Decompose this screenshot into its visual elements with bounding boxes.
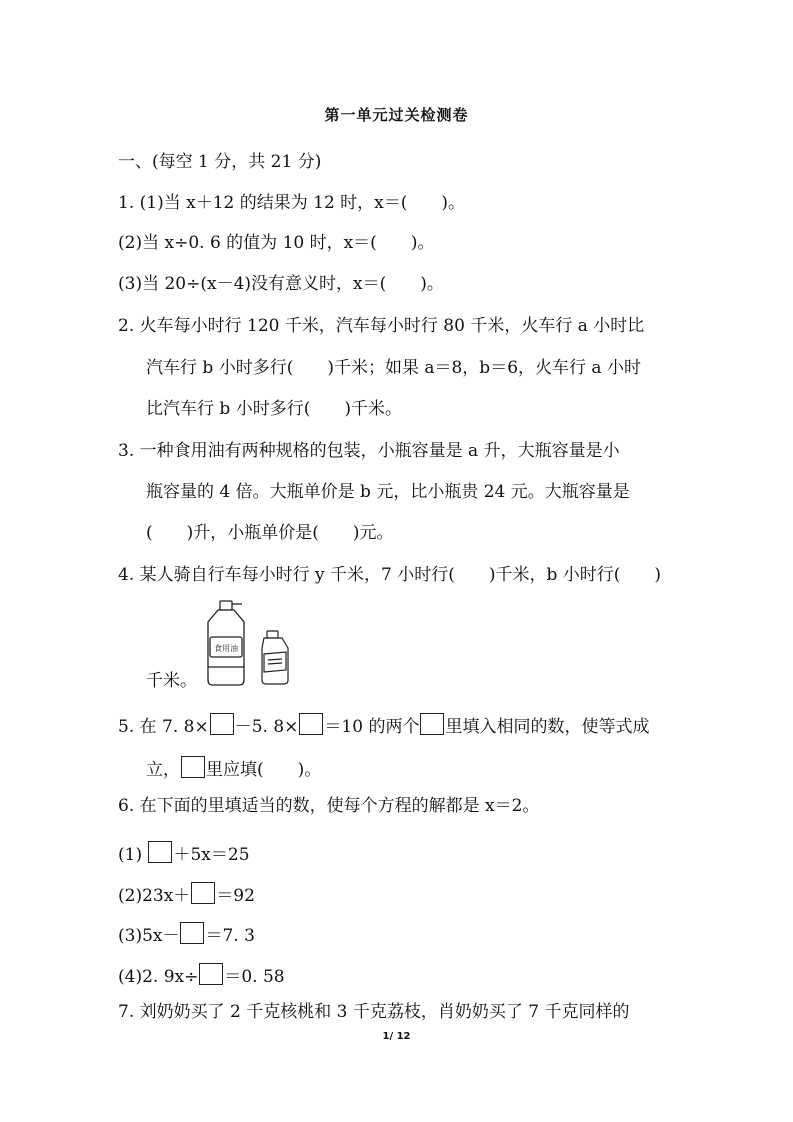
small-bottle-icon (262, 631, 288, 684)
q1-part1: 1. (1)当 x＋12 的结果为 12 时，x＝( )。 (118, 193, 466, 213)
q2-line1: 2. 火车每小时行 120 千米，汽车每小时行 80 千米，火车行 a 小时比 (118, 316, 645, 336)
q1-part2: (2)当 x÷0. 6 的值为 10 时，x＝( )。 (118, 233, 435, 253)
q5-text-e: 立， (146, 760, 180, 780)
q6-p4-suffix: ＝0. 58 (224, 967, 285, 987)
q6-p3-prefix: (3)5x－ (118, 926, 180, 946)
blank-box[interactable] (148, 841, 172, 863)
q2-line3: 比汽车行 b 小时多行( )千米。 (146, 399, 402, 419)
q3-line1: 3. 一种食用油有两种规格的包装，小瓶容量是 a 升，大瓶容量是小 (118, 441, 620, 461)
q6-p1-prefix: (1) (118, 845, 148, 865)
q6-p4-prefix: (4)2. 9x÷ (118, 967, 199, 987)
q6-line1: 6. 在下面的里填适当的数，使每个方程的解都是 x＝2。 (118, 796, 540, 816)
q2-line2: 汽车行 b 小时多行( )千米；如果 a＝8，b＝6，火车行 a 小时 (146, 358, 641, 378)
blank-box[interactable] (191, 882, 215, 904)
blank-box[interactable] (199, 963, 223, 985)
q4-line2: 千米。 (146, 671, 197, 691)
blank-box[interactable] (180, 922, 204, 944)
q1-part3: (3)当 20÷(x－4)没有意义时，x＝( )。 (118, 274, 444, 294)
q6-part1 (118, 841, 250, 867)
blank-box[interactable] (420, 713, 444, 735)
q6-part3 (118, 922, 255, 948)
q5-text-d: 里填入相同的数，使等式成 (445, 717, 650, 737)
q5-text-b: －5. 8× (234, 717, 299, 737)
q6-p2-suffix: ＝92 (216, 886, 255, 906)
section-heading: 一、(每空 1 分，共 21 分) (118, 152, 322, 172)
blank-box[interactable] (299, 713, 323, 735)
q5-line2 (146, 756, 321, 782)
page-title: 第一单元过关检测卷 (324, 106, 469, 124)
q7-line1: 7. 刘奶奶买了 2 千克核桃和 3 千克荔枝，肖奶奶买了 7 千克同样的 (118, 1002, 630, 1022)
q6-p1-suffix: ＋5x＝25 (173, 845, 250, 865)
q6-p3-suffix: ＝7. 3 (205, 926, 255, 946)
q4-line1: 4. 某人骑自行车每小时行 y 千米，7 小时行( )千米，b 小时行( ) (118, 565, 662, 585)
q5-text-f: 里应填( )。 (206, 760, 322, 780)
q3-line3: ( )升，小瓶单价是( )元。 (146, 523, 394, 543)
q6-p2-prefix: (2)23x＋ (118, 886, 191, 906)
bottle-label: 食用油 (214, 644, 238, 653)
q6-part2 (118, 882, 255, 908)
q6-part4 (118, 963, 285, 989)
q5-text-c: ＝10 的两个 (324, 717, 420, 737)
q3-line2: 瓶容量的 4 倍。大瓶单价是 b 元，比小瓶贵 24 元。大瓶容量是 (146, 482, 630, 502)
q5-line1 (118, 713, 649, 739)
q5-text-a: 5. 在 7. 8× (118, 717, 209, 737)
blank-box[interactable] (181, 756, 205, 778)
oil-bottles-illustration (200, 600, 300, 690)
large-bottle-icon (208, 601, 244, 685)
page-number: 1/ 12 (382, 1031, 411, 1042)
blank-box[interactable] (210, 713, 234, 735)
